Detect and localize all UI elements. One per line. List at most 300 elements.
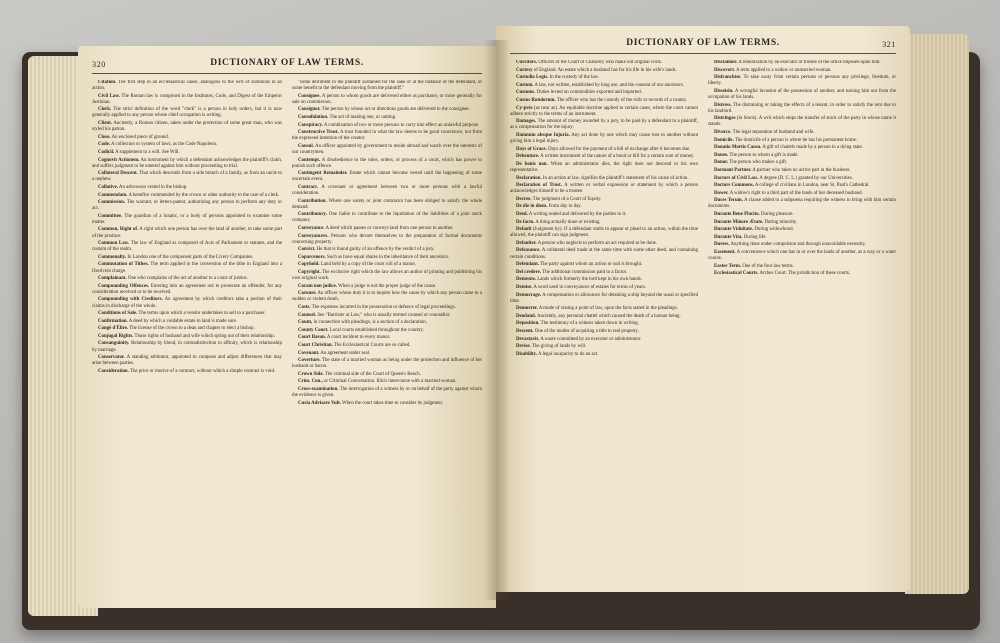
- left-page: [78, 46, 496, 608]
- entry-term: Duress.: [714, 242, 730, 248]
- dictionary-entry: [708, 227, 896, 233]
- entry-definition: The expenses incurred in the prosecution or defence of legal proceedings.: [311, 305, 456, 310]
- dictionary-entry: [92, 142, 282, 148]
- entry-definition: The Ecclesiastical Courts are so called.: [333, 342, 411, 348]
- entry-term: Client.: [98, 121, 112, 127]
- entry-term: Deodand.: [516, 313, 536, 319]
- dictionary-entry: [92, 200, 282, 212]
- entry-definition: To take away from certain persons or persons any privilege, freedom, or liberty.: [708, 75, 896, 87]
- entry-definition: The law of England as composed of Acts of Parliament or statutes, and the custom of the realm.: [92, 241, 282, 253]
- dictionary-entry: [292, 185, 482, 197]
- entry-definition: A written or verbal expression or statement by which a person acknowledges himself to be a trustee.: [510, 183, 698, 195]
- entry-definition: A gift of chattels made by a person in a dying state.: [762, 145, 863, 151]
- dictionary-entry: [510, 277, 698, 283]
- entry-term: Curia Advisare Vult.: [298, 400, 341, 406]
- entry-term: Demise.: [516, 284, 533, 290]
- dictionary-entry: [292, 351, 482, 357]
- entry-term: Durante Bene Placito.: [714, 211, 760, 217]
- dictionary-entry: [510, 75, 698, 81]
- entry-term: Crim. Con.,: [298, 379, 323, 385]
- entry-definition: The amount of money awarded by a jury, to be paid by a defendant to a plaintiff, as a compensation for the injury.: [510, 119, 698, 131]
- dictionary-entry: [708, 176, 896, 182]
- entry-term: Coparceners.: [298, 254, 326, 260]
- dictionary-entry: [292, 199, 482, 211]
- entry-term: Conservator.: [98, 355, 125, 361]
- entry-term: Close.: [98, 134, 111, 140]
- entry-definition: Entering into an agreement not to prosecute an offender, for any consideration received or to be received.: [92, 283, 282, 295]
- right-page-number: 321: [882, 40, 896, 49]
- entry-term: Commutation of Tithes.: [98, 262, 149, 268]
- entry-definition: A collection or system of laws, as the Code Napoleon.: [111, 142, 218, 148]
- entry-term: Descent.: [516, 328, 534, 334]
- dictionary-entry: [92, 107, 282, 119]
- entry-definition: Those rights of husband and wife which spring out of their relationship.: [134, 333, 275, 339]
- dictionary-entry: [708, 250, 896, 262]
- entry-term: Constructive Trust.: [298, 130, 339, 136]
- entry-term: Commendam.: [98, 192, 128, 198]
- entry-term: Disseisin.: [714, 88, 734, 94]
- entry-term: Contract.: [298, 184, 318, 190]
- dictionary-entry: [510, 321, 698, 327]
- entry-term: Donatio Mortis Causa.: [714, 145, 762, 151]
- entry-definition: A thing actually done or existing.: [535, 219, 601, 225]
- entry-term: Divorce.: [714, 129, 732, 135]
- dictionary-entry: [708, 145, 896, 151]
- entry-definition: A right which one person has over the land of another, to take some part of the produce.: [92, 227, 282, 239]
- entry-definition: A renunciation by an executor or trustee of the office imposed upon him.: [738, 60, 881, 65]
- entry-term: Copyright.: [298, 270, 321, 276]
- entry-definition: The exclusive right which the law allows an author of printing and publishing his own original work.: [292, 270, 482, 282]
- dictionary-entry: [92, 355, 282, 367]
- dictionary-entry: [708, 103, 896, 115]
- entry-definition: A combination of two or more persons to carry into effect an unlawful purpose.: [323, 122, 480, 128]
- entry-term: Doctors of Civil Law.: [714, 175, 759, 181]
- entry-term: Doctors Commons.: [714, 183, 754, 189]
- entry-definition: The person who makes a gift.: [729, 160, 788, 166]
- entry-term: Del credere.: [516, 269, 542, 275]
- dictionary-entry: [292, 80, 482, 92]
- dictionary-entry: [510, 204, 698, 210]
- dictionary-entry: [92, 341, 282, 353]
- entry-term: Consideration.: [98, 368, 129, 374]
- dictionary-entry: [92, 94, 282, 106]
- dictionary-entry: [510, 262, 698, 268]
- entry-definition: Anything done under compulsion and through unavoidable necessity.: [730, 242, 867, 248]
- dictionary-entry: [292, 291, 482, 303]
- dictionary-entry: [92, 171, 282, 183]
- entry-definition: An enclosed piece of ground.: [111, 134, 170, 140]
- dictionary-entry: [292, 234, 482, 246]
- entry-term: Court Baron.: [298, 335, 326, 341]
- entry-definition: Local courts established throughout the country.: [329, 327, 424, 333]
- entry-definition: A writing sealed and delivered by the parties to it.: [528, 211, 627, 217]
- dictionary-entry: [510, 329, 698, 335]
- entry-term: Consignor.: [298, 107, 321, 113]
- dictionary-entry: [292, 158, 482, 170]
- entry-definition: The interrogation of a witness by or on behalf of the party against whom the evidence is given.: [292, 387, 482, 399]
- left-running-head: [92, 58, 482, 74]
- dictionary-entry: [92, 150, 282, 156]
- entry-definition: The criminal side of the Court of Queen's Bench.: [324, 371, 421, 377]
- entry-term: Court Christian.: [298, 342, 333, 348]
- dictionary-entry: [92, 262, 282, 274]
- entry-term: Distress.: [714, 102, 732, 108]
- dictionary-entry: [92, 334, 282, 340]
- entry-definition: The terms upon which a vendor undertakes to sell to a purchaser.: [138, 311, 266, 317]
- entry-term: Defendant.: [516, 262, 539, 268]
- dictionary-entry: [92, 255, 282, 261]
- dictionary-entry: [92, 227, 282, 239]
- entry-term: Consolidation.: [298, 114, 329, 120]
- entry-definition: Lands which formerly the lord kept in his own hands.: [537, 277, 643, 283]
- entry-definition: The party against whom an action or suit is brought.: [540, 262, 643, 268]
- entry-term: Civil Law.: [98, 93, 120, 99]
- dictionary-entry: [92, 284, 282, 296]
- entry-term: Consignee.: [298, 93, 321, 99]
- entry-definition: A court incident to every manor.: [326, 335, 391, 341]
- entry-definition: Anciently, any personal chattel which caused the death of a human being.: [536, 313, 681, 319]
- dictionary-entry: [292, 379, 482, 385]
- dictionary-entry: [92, 297, 282, 309]
- entry-term: Durante Vita.: [714, 234, 743, 240]
- entry-term: Deed.: [516, 211, 528, 217]
- entry-definition: An agreement by which creditors take a portion of their claims in discharge of the whole.: [92, 297, 282, 309]
- dictionary-entry: [708, 220, 896, 226]
- entry-definition: A college of civilians in London, near St. Paul's Cathedral.: [754, 183, 870, 189]
- entry-term: Demesne.: [516, 277, 536, 283]
- dictionary-entry: [708, 153, 896, 159]
- dictionary-entry: [510, 227, 698, 239]
- dictionary-entry: [708, 130, 896, 136]
- entry-definition: A deed which passes or conveys land from one person to another.: [325, 225, 454, 231]
- entry-term: Domicile.: [714, 137, 734, 143]
- entry-term: Discovert.: [714, 67, 736, 73]
- entry-term: Declaration of Trust.: [516, 183, 562, 189]
- dictionary-entry: [510, 154, 698, 160]
- entry-term: Disfranchise.: [714, 75, 742, 81]
- entry-definition: Land held by a copy of the court roll of a manor.: [320, 262, 416, 268]
- dictionary-entry: [292, 328, 482, 334]
- right-column-2: [708, 60, 896, 582]
- dictionary-entry: [292, 335, 482, 341]
- entry-definition: A convenience which one has in or over the lands of another, as a way or a water course.: [708, 249, 896, 262]
- entry-term: Conjugal Rights.: [98, 333, 134, 339]
- dictionary-entry: [292, 262, 482, 268]
- dictionary-entry: [92, 276, 282, 282]
- entry-definition: The domicile of a person is where he has his permanent home.: [734, 137, 858, 143]
- entry-definition: The warrant, or letters-patent, authorizing any person to perform any duty or act.: [92, 200, 282, 212]
- entry-definition: The first step in an ecclesiastical cause, analogous to the writ of summons in an action.: [92, 80, 282, 92]
- entry-term: Common, Right of.: [98, 227, 139, 233]
- entry-definition: One of the four law terms.: [742, 263, 794, 269]
- entry-term: Contribution.: [298, 198, 327, 204]
- entry-definition: Any act done by one which may cause loss to another without giving him a legal injury.: [510, 132, 698, 145]
- dictionary-entry: [92, 80, 282, 92]
- entry-term: Cross-examination.: [298, 387, 339, 393]
- dictionary-entry: [292, 123, 482, 129]
- entry-definition: A term applied to a widow or unmarried woman.: [736, 67, 832, 73]
- entry-term: De die in diem.: [516, 204, 548, 210]
- dictionary-entry: [708, 212, 896, 218]
- entry-definition: During pleasure.: [761, 211, 794, 217]
- dictionary-entry: [510, 212, 698, 218]
- dictionary-entry: [708, 198, 896, 210]
- entry-term: Defaulter.: [516, 240, 537, 246]
- dictionary-entry: [292, 226, 482, 232]
- entry-definition: A standing arbitrator, appointed to compose and adjust differences that may arise between parties.: [92, 355, 282, 367]
- dictionary-entry: [292, 115, 482, 121]
- entry-definition: An agreement under seal.: [320, 350, 371, 356]
- entry-definition: A person who neglects to perform an act required to be done.: [537, 240, 658, 246]
- entry-term: Consanguinity.: [98, 341, 130, 347]
- entry-definition: A mode of raising a point of law, upon the facts stated in the pleadings.: [538, 306, 678, 312]
- entry-definition: (in Stock). A writ which stops the transfer of stock of the party in whose name it stands.: [708, 116, 896, 128]
- entry-term: Count,: [298, 320, 313, 326]
- entry-definition: A collateral deed made at the same time with some other deed, and containing certain conditions.: [510, 248, 698, 260]
- entry-definition: The person by whose act or directions goods are delivered to the consignee.: [321, 107, 470, 113]
- entry-definition: The Roman law is comprised in the Institutes, Code, and Digest of the Emperor Justinian.: [92, 93, 282, 105]
- entry-term: Days of Grace.: [516, 146, 547, 152]
- entry-definition: A written instrument of the nature of a bond or bill for a certain sum of money.: [540, 154, 695, 160]
- entry-definition: Persons who devote themselves to the preparation of formal documents concerning property.: [292, 233, 482, 245]
- entry-definition: of England. An estate which a husband has for his life in his wife's lands.: [533, 67, 677, 73]
- entry-definition: See "Barrister at Law," who is usually termed counsel or counsellor.: [317, 312, 451, 318]
- entry-term: Defeasance.: [516, 248, 541, 254]
- dictionary-entry: [708, 75, 896, 87]
- dictionary-entry: [292, 144, 482, 156]
- dictionary-entry: [92, 193, 282, 199]
- dictionary-entry: [292, 343, 482, 349]
- entry-term: Committee.: [98, 213, 123, 219]
- entry-term: Donee.: [714, 152, 729, 158]
- entry-term: Dower.: [714, 190, 729, 196]
- entry-definition: A law, not written, established by long use, and the consent of our ancestors.: [534, 82, 684, 88]
- entry-definition: In the custody of the law.: [549, 75, 599, 81]
- dictionary-entry: [92, 158, 282, 170]
- entry-definition: A deed by which a voidable estate in land is made sure.: [128, 318, 238, 324]
- dictionary-entry: [510, 220, 698, 226]
- entry-term: Durante Minore Ætate.: [714, 219, 764, 225]
- dictionary-entry: [92, 319, 282, 325]
- entry-term: Crown Side.: [298, 371, 324, 377]
- entry-term: Complainant.: [98, 276, 127, 282]
- entry-definition: A waste committed by an executor or administrator.: [540, 336, 642, 342]
- entry-term: Contingent Remainder.: [298, 171, 348, 177]
- dictionary-entry: [510, 344, 698, 350]
- dictionary-entry: [292, 320, 482, 326]
- entry-definition: The term applied to the conversion of the tithe in England into a fixed rent charge.: [92, 262, 282, 274]
- entry-definition: A trust founded in what the law deems to be good conscience, not from the expressed intention of the creator.: [292, 130, 482, 142]
- right-columns: [510, 60, 896, 582]
- dictionary-entry: [510, 352, 698, 358]
- entry-definition: (Judgment by). If a defendant omits to appear or plead to an action, within the time allowed, the plaintiff can sign judgment.: [510, 227, 698, 239]
- entry-term: Easement.: [714, 249, 736, 255]
- entry-term: Ecclesiastical Courts.: [714, 271, 759, 277]
- entry-definition: He that is found guilty of an offence by the verdict of a jury.: [316, 247, 435, 253]
- dictionary-entry: [708, 183, 896, 189]
- left-running-title: DICTIONARY OF LAW TERMS.: [210, 58, 364, 68]
- dictionary-entry: [510, 176, 698, 182]
- dictionary-entry: [292, 358, 482, 370]
- entry-definition: The price or motive of a contract, without which a simple contract is void.: [129, 368, 276, 374]
- entry-definition: The legal separation of husband and wife.: [732, 129, 815, 135]
- entry-definition: During widowhood.: [754, 227, 794, 233]
- dictionary-entry: [510, 306, 698, 312]
- entry-definition: The strict definition of the word "clerk" is a person in holy orders, but it is now generally applied to any person whose chief occupation is writing.: [92, 107, 282, 119]
- entry-definition: A partner who takes no active part in the business.: [752, 167, 851, 173]
- entry-definition: Arches Court. The jurisdiction of these courts.: [759, 271, 851, 277]
- entry-definition: Estate which cannot become vested until the happening of some uncertain event.: [292, 171, 482, 183]
- dictionary-entry: [292, 94, 482, 106]
- right-running-head: [510, 38, 896, 54]
- entry-term: Conveyance.: [298, 225, 325, 231]
- entry-term: Coram non judice.: [298, 283, 337, 289]
- entry-definition: The officer who has the custody of the rolls or records of a county.: [556, 97, 688, 103]
- book-gutter-shadow: [484, 40, 510, 600]
- entry-term: Common Law.: [98, 241, 130, 247]
- entry-term: Compounding Offences.: [98, 283, 150, 289]
- dictionary-entry: [510, 285, 698, 291]
- entry-definition: A legal incapacity to do an act.: [538, 351, 599, 357]
- entry-term: Declaration.: [516, 175, 542, 181]
- dictionary-entry: [708, 271, 896, 277]
- dictionary-entry: [510, 98, 698, 104]
- dictionary-entry: [292, 171, 482, 183]
- dictionary-entry: [708, 60, 896, 66]
- entry-definition: A benefice commended by the crown or other authority to the care of a clerk.: [128, 192, 280, 198]
- dictionary-entry: [708, 89, 896, 101]
- dictionary-entry: [708, 68, 896, 74]
- dictionary-entry: [292, 270, 482, 282]
- entry-definition: Duties levied on commodities exported and imported.: [536, 90, 642, 96]
- entry-term: Code.: [98, 142, 111, 148]
- dictionary-entry: [292, 107, 482, 113]
- entry-definition: The testimony of a witness taken down in writing.: [540, 321, 639, 327]
- left-column-2: [292, 80, 482, 598]
- dictionary-entry: [510, 90, 698, 96]
- dictionary-entry: [292, 305, 482, 311]
- dictionary-entry: [510, 147, 698, 153]
- entry-definition: A covenant or agreement between two or more persons with a lawful consideration.: [292, 184, 482, 196]
- entry-definition: A wrongful invasion of the possession of another, and turning him out from the occupation of his lands.: [708, 88, 896, 100]
- entry-term: Clerk.: [98, 107, 112, 113]
- entry-term: Confirmation.: [98, 318, 128, 324]
- entry-term: Citation.: [98, 80, 117, 85]
- entry-term: Easter Term.: [714, 263, 742, 269]
- page-edges-right: [905, 34, 969, 594]
- entry-definition: The giving of lands by will.: [531, 344, 587, 350]
- entry-term: Codicil.: [98, 149, 115, 155]
- entry-term: De facto.: [516, 219, 535, 225]
- dictionary-entry: [92, 326, 282, 332]
- entry-definition: In an action at law, signifies the plaintiff's statement of his cause of action.: [542, 175, 689, 181]
- entry-term: Conveyancers.: [298, 233, 329, 239]
- entry-definition: A degree (D. C. L.) granted by our Universities.: [759, 175, 853, 181]
- dictionary-entry: [510, 248, 698, 260]
- entry-definition: A clause added to a subpoena requiring the witness to bring with him certain documents.: [708, 198, 896, 210]
- entry-term: Default: [516, 227, 532, 233]
- dictionary-entry: [292, 401, 482, 407]
- left-column-1: [92, 80, 282, 598]
- entry-term: Congé d'Élire.: [98, 326, 129, 332]
- entry-term: Devastavit.: [516, 336, 540, 342]
- entry-term: Copyhold.: [298, 262, 320, 268]
- entry-term: Costs.: [298, 305, 311, 310]
- right-running-title: DICTIONARY OF LAW TERMS.: [626, 38, 780, 48]
- entry-term: Donor.: [714, 160, 729, 166]
- entry-definition: or Criminal Conversation. Illicit intercourse with a married woman.: [323, 379, 457, 385]
- entry-definition: The guardian of a lunatic, or a body of persons appointed to examine some matter.: [92, 213, 282, 225]
- entry-term: Custos Rotulorum.: [516, 97, 556, 103]
- dictionary-entry: [92, 241, 282, 253]
- entry-definition: A word used in conveyances of estates for terms of years.: [533, 284, 646, 290]
- entry-term: Cognovit Actionem.: [98, 157, 140, 163]
- entry-definition: The additional commission paid to a factor.: [542, 269, 628, 275]
- dictionary-entry: [510, 314, 698, 320]
- entry-definition: Where one surety or joint contractor has been obliged to satisfy the whole demand.: [292, 198, 482, 210]
- left-columns: [92, 80, 482, 598]
- entry-definition: One liable to contribute to the liquidation of the liabilities of a joint stock company.: [292, 212, 482, 224]
- entry-term: De bonis non.: [516, 161, 548, 167]
- dictionary-entry: [92, 135, 282, 141]
- entry-definition: That which descends from a side branch of a family, as from an uncle to a nephew.: [92, 171, 282, 183]
- entry-definition: in connection with pleadings, is a section of a declaration.: [313, 320, 427, 326]
- entry-term: Deposition.: [516, 321, 540, 327]
- dictionary-entry: [510, 133, 698, 145]
- entry-term: Consul.: [298, 143, 314, 149]
- entry-definition: A widow's right to a third part of the lands of her deceased husband.: [729, 190, 863, 196]
- entry-definition: (as near as). An equitable doctrine applied to certain cases, where the court cannot adhere strictly to the terms of an instrument.: [510, 105, 698, 117]
- entry-definition: During life.: [743, 234, 767, 240]
- dictionary-entry: [92, 311, 282, 317]
- entry-term: Distringas: [714, 116, 736, 122]
- entry-term: Contempt.: [298, 157, 321, 163]
- entry-definition: When a judge is not the proper judge of the cause.: [338, 283, 437, 289]
- entry-definition: One of the modes of acquiring a title to real property.: [534, 328, 639, 334]
- entry-term: Coroner.: [298, 291, 317, 297]
- entry-term: Curtesy: [516, 67, 533, 73]
- entry-definition: A compensation or allowance for detaining a ship beyond the usual or specified time.: [510, 292, 698, 304]
- dictionary-entry: [510, 106, 698, 118]
- entry-term: Collative.: [98, 184, 118, 190]
- dictionary-entry: [292, 284, 482, 290]
- entry-definition: The distraining or taking the effects of a tenant, in order to satisfy the rent due to his landlord.: [708, 102, 896, 114]
- dictionary-entry: [708, 191, 896, 197]
- entry-term: Customs.: [516, 90, 536, 96]
- dictionary-entry: [510, 197, 698, 203]
- entry-definition: In London one of the component parts of the Livery Companies.: [127, 254, 254, 260]
- entry-definition: The person to whom a gift is made.: [729, 152, 799, 158]
- entry-definition: Anciently, a Roman citizen, taken under the protection of some great man, who was styled his patron.: [92, 121, 282, 133]
- entry-definition: The state of a married woman as being under the protection and influence of her husband or baron.: [292, 358, 482, 370]
- right-page: [496, 26, 910, 592]
- dictionary-entry: [510, 162, 698, 174]
- left-page-number: 320: [92, 60, 106, 69]
- entry-term: Collateral Descent.: [98, 171, 138, 177]
- dictionary-entry: [292, 255, 482, 261]
- dictionary-entry: [92, 185, 282, 191]
- entry-definition: One who complains of the act of another to a court of justice.: [127, 276, 248, 282]
- entry-term: Commission.: [98, 200, 126, 206]
- dictionary-entry: [292, 372, 482, 378]
- entry-definition: An instrument by which a defendant acknowledges the plaintiff's claim, and suffers judgment to be entered against him without proceeding to trial.: [92, 157, 282, 169]
- entry-definition: An officer appointed by government to reside abroad and watch over the interests of our countrymen.: [292, 143, 482, 155]
- entry-term: Convict.: [298, 247, 316, 253]
- entry-term: Cy-près: [516, 105, 533, 111]
- entry-definition: An advowson vested in the bishop.: [118, 184, 188, 190]
- dictionary-entry: [92, 369, 282, 375]
- entry-term: Demurrer.: [516, 306, 538, 312]
